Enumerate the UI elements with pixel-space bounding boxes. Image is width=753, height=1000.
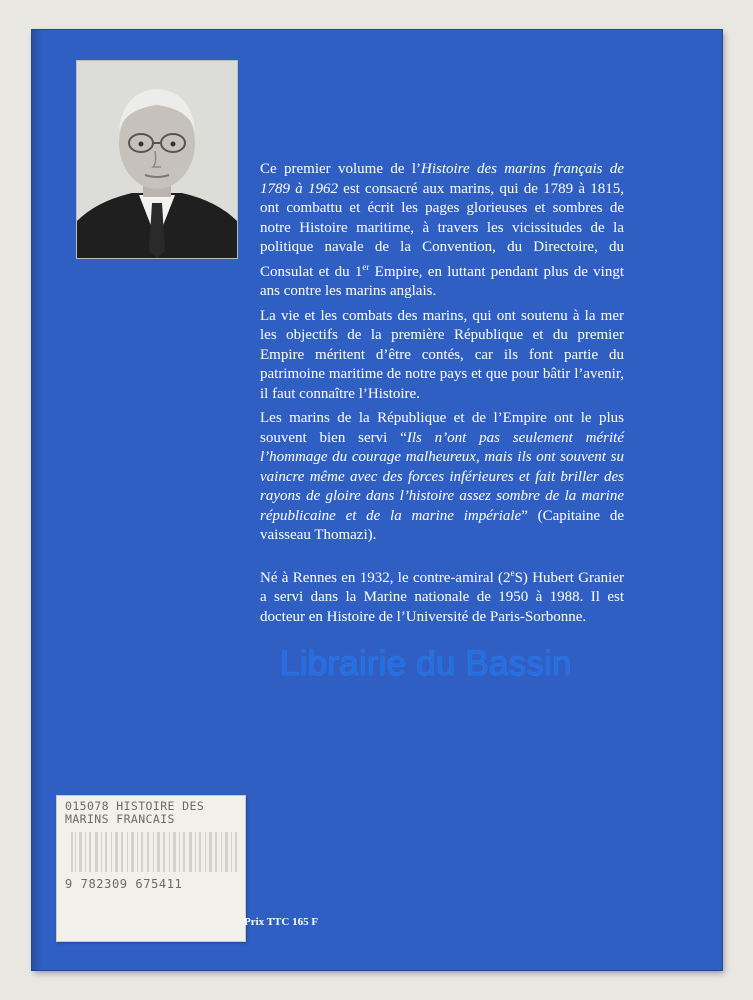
blurb-text: Les marins de la République et de l’Empire ont le plus souvent bien servi “ — [260, 410, 624, 446]
author-photo — [76, 60, 238, 259]
blurb-text: Ce premier volume de l’ — [260, 161, 421, 177]
blurb-paragraph-2: La vie et les combats des marins, qui ont soutenu à la mer les objectifs de la première République et du premier Empire méritent d’être contés, car ils font partie du patrimoine maritime de notre pays et que pour bâtir l’avenir, il faut connaître l’Histoire. — [260, 307, 624, 402]
quote-italic: Ils n’ont pas seulement mérité l’hommage du courage malheureux, mais ils ont souvent su vaincre même avec des forces inférieures et fait briller des rayons de gloire dans l’histoire assez sombre de la marine républicaine et de la marine impériale — [260, 429, 624, 524]
price-label: Prix TTC 165 F — [244, 916, 319, 928]
book-title-italic: Histoire des marins français de 1789 à 1962 — [260, 161, 624, 197]
back-cover-blurb — [260, 160, 624, 632]
blurb-text: est consacré aux marins, qui de 1789 à 1815, ont combattu et écrit les pages glorieuses et sombres de notre Histoire maritime, à travers les vicissitudes de la politique navale de la Convention, du Directoire, du Consulat et du 1 — [260, 180, 624, 280]
shop-watermark: Librairie du Bassin — [280, 644, 572, 683]
bio-text: S) Hubert Granier a servi dans la Marine nationale de 1950 à 1988. Il est docteur en Histoire de l’Université de Paris-Sorbonne. — [260, 569, 624, 625]
sticker-line-2: MARINS FRANCAIS — [65, 812, 175, 826]
blurb-paragraph-3 — [260, 409, 624, 546]
blurb-text: Empire, en luttant pendant plus de vingt ans contre les marins anglais. — [260, 263, 624, 299]
barcode-icon — [69, 832, 241, 872]
bio-text: Né à Rennes en 1932, le contre-amiral (2 — [260, 569, 511, 586]
isbn-number: 9 782309 675411 — [65, 877, 183, 891]
author-portrait-image — [77, 61, 237, 258]
book-back-cover — [32, 30, 722, 970]
author-bio — [260, 564, 624, 628]
sticker-label — [65, 800, 204, 826]
sticker-line-1: 015078 HISTOIRE DES — [65, 799, 205, 813]
library-sticker — [56, 795, 246, 942]
blurb-text: ” (Capitaine de vaisseau Thomazi). — [260, 507, 624, 543]
superscript: e — [510, 567, 515, 578]
blurb-paragraph-1 — [260, 160, 624, 302]
superscript: er — [362, 261, 370, 272]
